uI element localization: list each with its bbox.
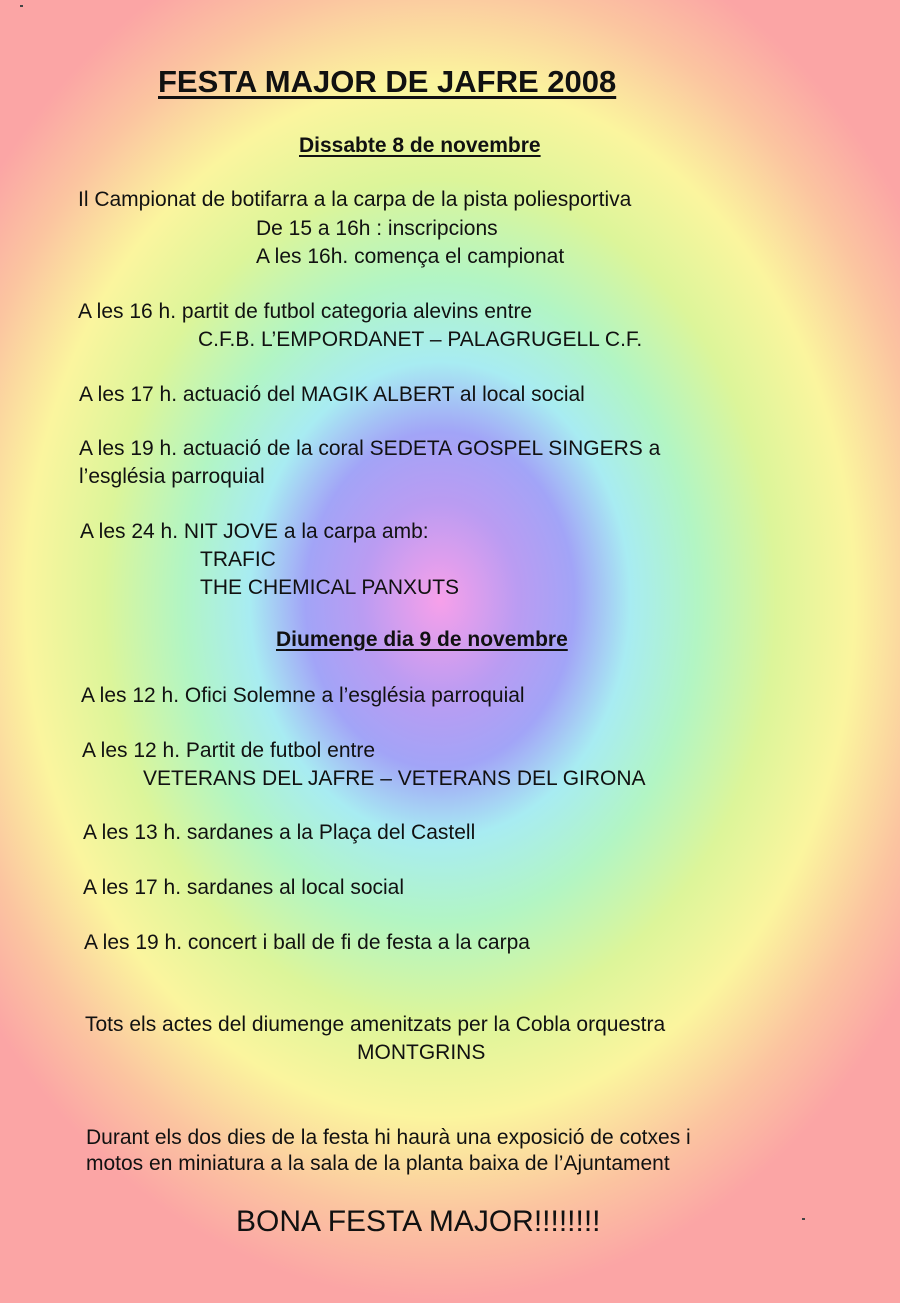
event-sardanes-local: A les 17 h. sardanes al local social: [83, 876, 405, 899]
event-futbol-veterans-line-1: A les 12 h. Partit de futbol entre: [82, 739, 376, 762]
sunday-heading: Diumenge dia 9 de novembre: [276, 628, 568, 651]
event-nit-jove-line-3: THE CHEMICAL PANXUTS: [200, 576, 460, 599]
saturday-heading: Dissabte 8 de novembre: [299, 134, 541, 157]
exhibition-note-line-1: Durant els dos dies de la festa hi haurà una exposició de cotxes i: [86, 1126, 691, 1149]
cobla-note-line-1: Tots els actes del diumenge amenitzats per la Cobla orquestra: [85, 1013, 666, 1036]
event-nit-jove-line-1: A les 24 h. NIT JOVE a la carpa amb:: [80, 520, 429, 543]
event-sardanes-placa: A les 13 h. sardanes a la Plaça del Castell: [83, 821, 476, 844]
cobla-note-line-2: MONTGRINS: [357, 1041, 486, 1064]
scan-speck: [20, 5, 23, 7]
event-ofici: A les 12 h. Ofici Solemne a l’església parroquial: [81, 684, 525, 707]
event-coral-line-1: A les 19 h. actuació de la coral SEDETA GOSPEL SINGERS a: [79, 437, 661, 460]
event-botifarra-line-2: De 15 a 16h : inscripcions: [256, 217, 498, 240]
event-botifarra-line-1: Il Campionat de botifarra a la carpa de la pista poliesportiva: [78, 188, 632, 211]
event-botifarra-line-3: A les 16h. comença el campionat: [256, 245, 565, 268]
event-nit-jove-line-2: TRAFIC: [200, 548, 276, 571]
scan-speck: [802, 1218, 805, 1220]
event-magik-albert: A les 17 h. actuació del MAGIK ALBERT al local social: [79, 383, 585, 406]
event-futbol-veterans-line-2: VETERANS DEL JAFRE – VETERANS DEL GIRONA: [143, 767, 646, 790]
event-futbol-alevins-line-2: C.F.B. L’EMPORDANET – PALAGRUGELL C.F.: [198, 328, 643, 351]
event-concert: A les 19 h. concert i ball de fi de festa a la carpa: [84, 931, 530, 954]
exhibition-note-line-2: motos en miniatura a la sala de la planta baixa de l’Ajuntament: [86, 1152, 670, 1175]
event-coral-line-2: l’església parroquial: [79, 465, 265, 488]
event-futbol-alevins-line-1: A les 16 h. partit de futbol categoria alevins entre: [78, 300, 533, 323]
closing-greeting: BONA FESTA MAJOR!!!!!!!!: [236, 1205, 601, 1238]
poster-title: FESTA MAJOR DE JAFRE 2008: [158, 64, 617, 99]
